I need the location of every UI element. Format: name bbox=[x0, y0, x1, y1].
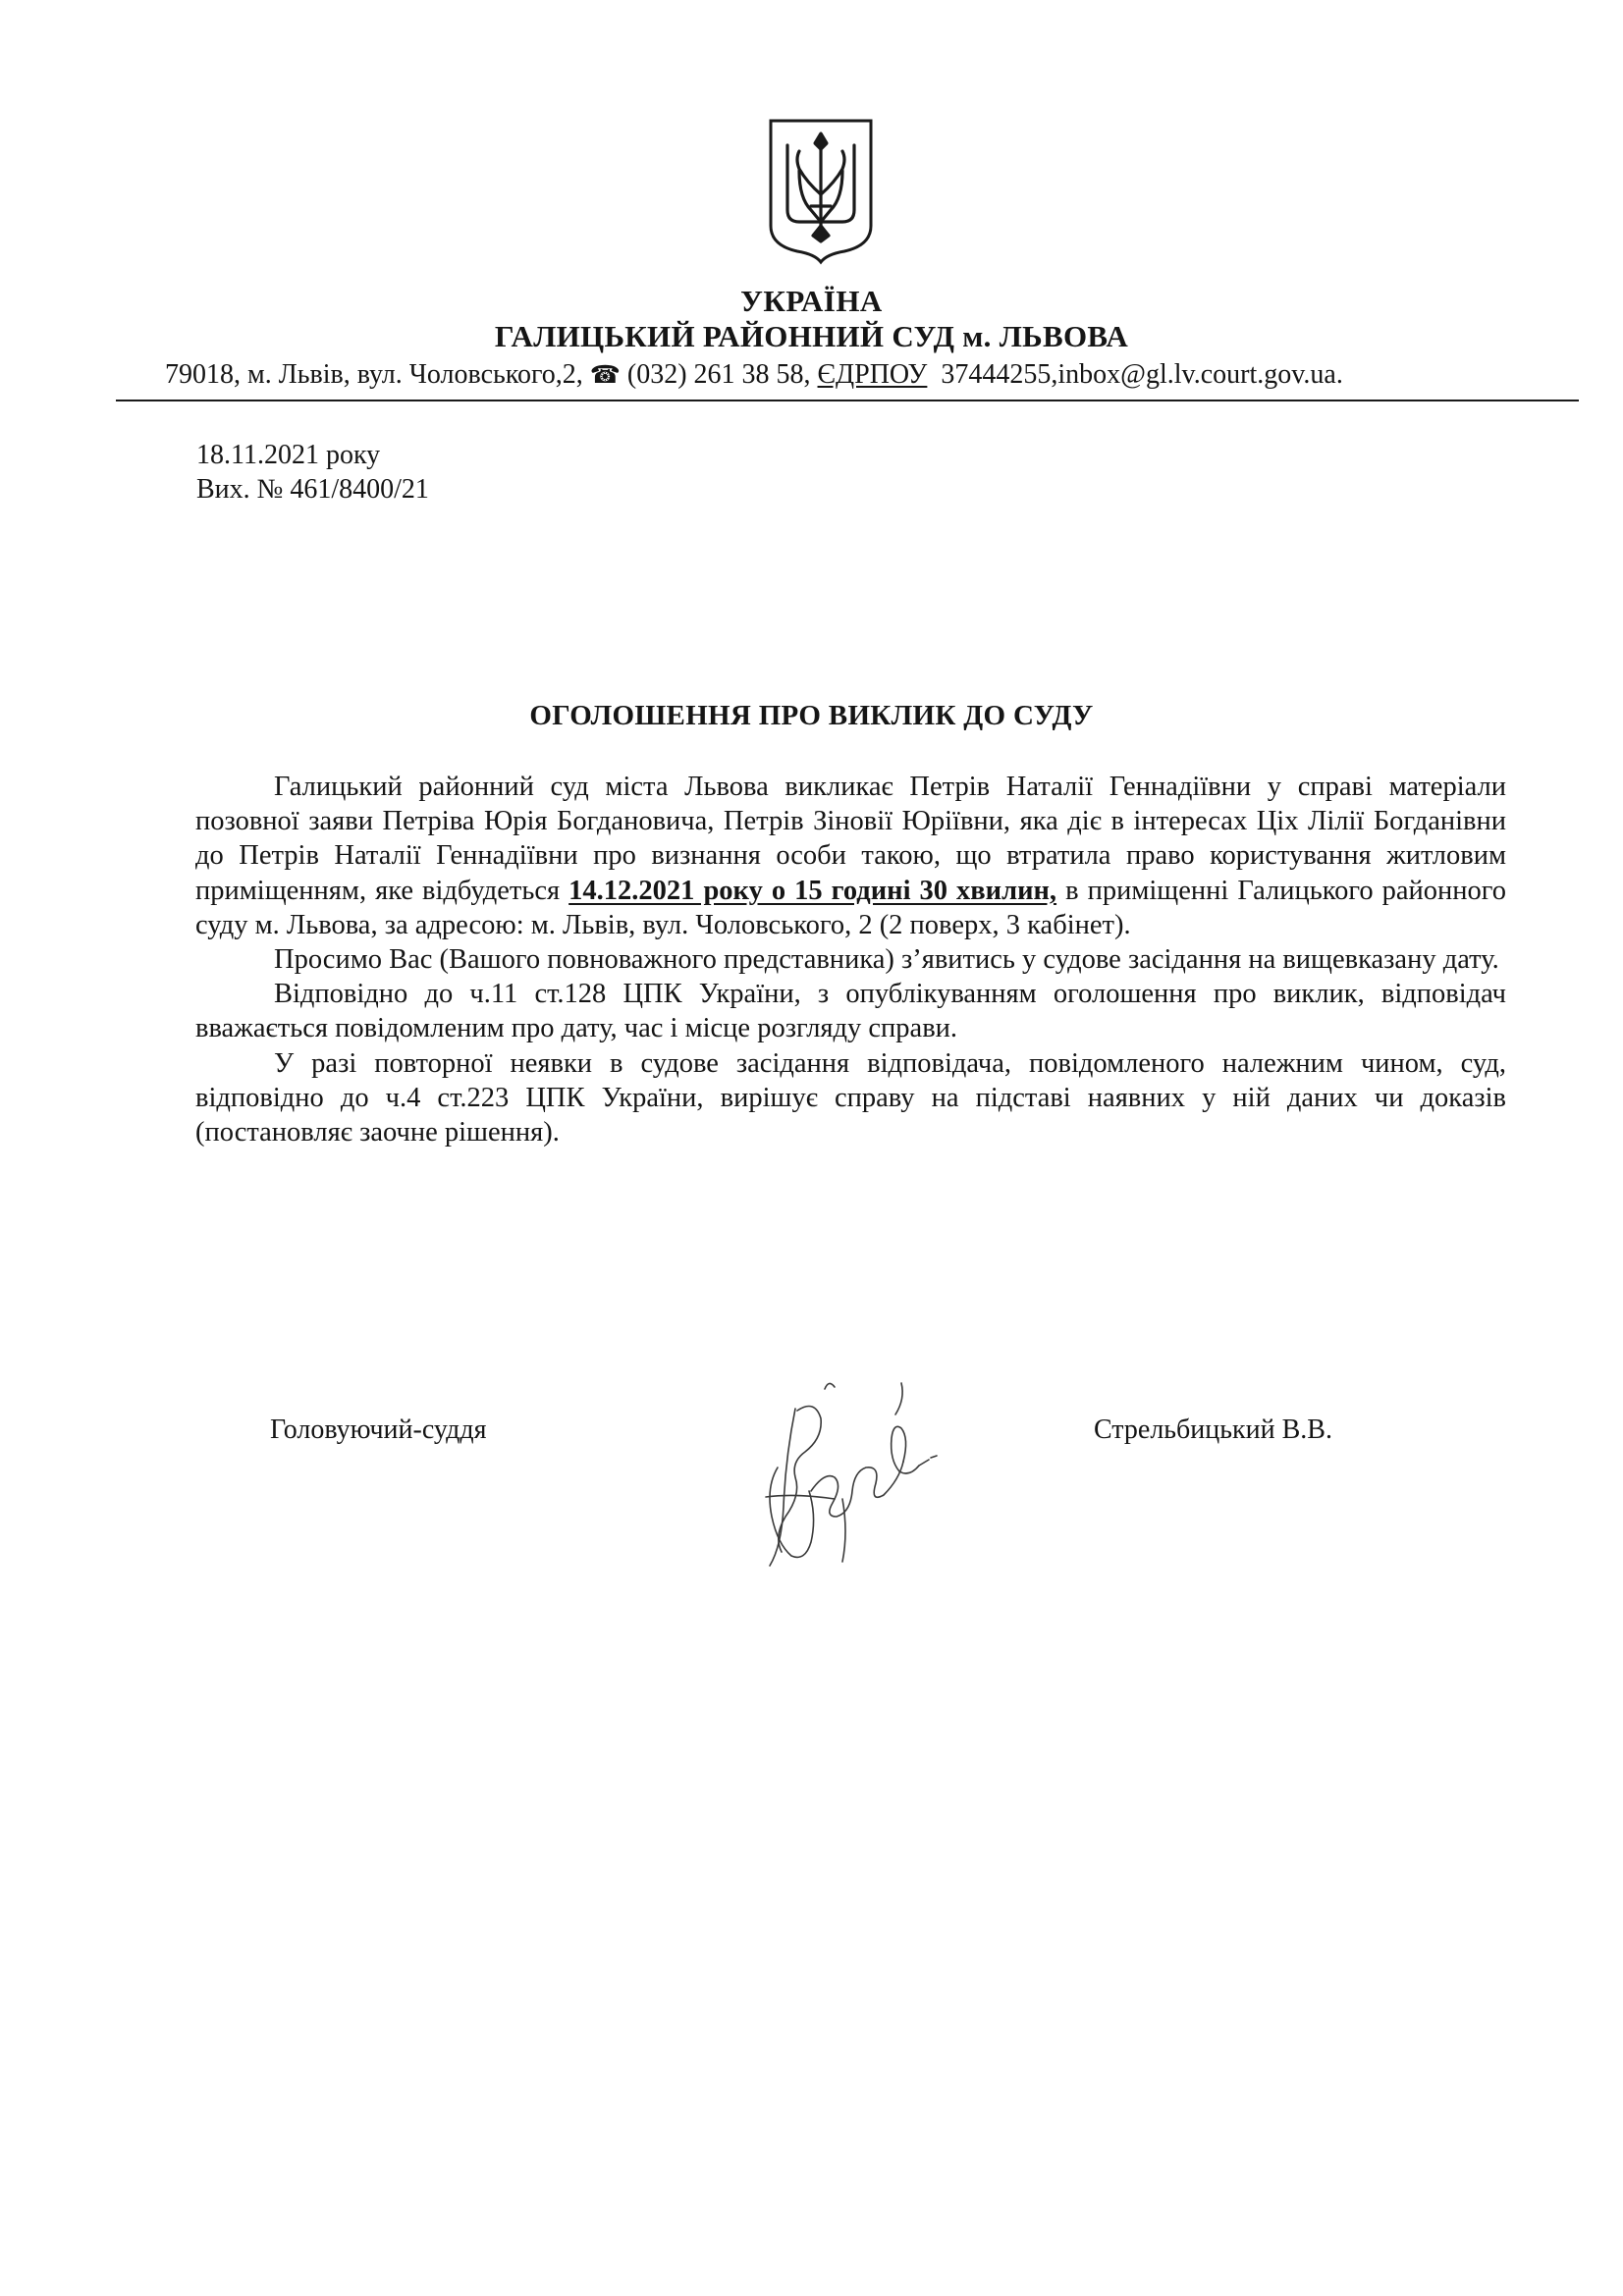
header-divider bbox=[116, 400, 1579, 401]
handwritten-signature bbox=[727, 1369, 952, 1580]
coat-of-arms-icon bbox=[766, 116, 876, 265]
paragraph-default-judgment: У разі повторної неявки в судове засідання відповідача, повідомленого належним чином, суд, відповідно до ч.4 ст.223 ЦПК України, вирішує справу на підставі наявних у ній даних чи доказів (постановляє заочне рішення). bbox=[195, 1047, 1506, 1148]
edrpou-and-email: 37444255,inbox@gl.lv.court.gov.ua. bbox=[941, 359, 1343, 390]
paragraph-summons-intro: Галицький районний суд міста Львова викликає Петрів Наталії Геннадіївни у справі матеріали позовної заяви Петріва Юрія Богдановича, Петрів Зіновії Юріївни, яка діє в інтересах Ціх Лілії Богданівни до Петрів Наталії Геннадіївни про визнання особи такою, що втратила право користування житловим приміщенням, яке відбудеться bbox=[195, 772, 1506, 906]
edrpou-label: ЄДРПОУ bbox=[817, 359, 928, 390]
court-address-line: 79018, м. Львів, вул. Чоловського,2, ☎ (032) 261 38 58, ЄДРПОУ 37444255,inbox@gl.lv.court.gov.ua. bbox=[165, 359, 1343, 390]
paragraph-legal-basis: Відповідно до ч.11 ст.128 ЦПК України, з опублікуванням оголошення про виклик, відповідач вважається повідомленим про дату, час і місце розгляду справи. bbox=[195, 979, 1506, 1044]
country-heading: УКРАЇНА bbox=[740, 284, 883, 318]
court-name-heading: ГАЛИЦЬКИЙ РАЙОННИЙ СУД м. ЛЬВОВА bbox=[494, 319, 1129, 353]
document-date: 18.11.2021 року bbox=[196, 440, 381, 470]
document-meta bbox=[196, 438, 429, 507]
document-body bbox=[195, 770, 1506, 1149]
court-phone: (032) 261 38 58 bbox=[626, 359, 804, 390]
signatory-role: Головуючий-суддя bbox=[270, 1415, 487, 1445]
signatory-name: Стрельбицький В.В. bbox=[1094, 1415, 1332, 1445]
outgoing-number: Вих. № 461/8400/21 bbox=[196, 474, 429, 505]
telephone-icon: ☎ bbox=[589, 362, 621, 389]
court-address: 79018, м. Львів, вул. Чоловського,2, bbox=[165, 359, 583, 390]
document-title: ОГОЛОШЕННЯ ПРО ВИКЛИК ДО СУДУ bbox=[529, 700, 1094, 731]
paragraph-summons-location: в приміщенні Галицького районного суду м. Львова, за адресою: м. Львів, вул. Чоловського, 2 (2 поверх, 3 кабінет). bbox=[195, 875, 1507, 940]
paragraph-request: Просимо Вас (Вашого повноважного представника) з’явитись у судове засідання на вищевказану дату. bbox=[274, 944, 1499, 976]
hearing-datetime: 14.12.2021 року о 15 годині 30 хвилин, bbox=[568, 875, 1057, 906]
paragraph-summons bbox=[195, 770, 1506, 942]
